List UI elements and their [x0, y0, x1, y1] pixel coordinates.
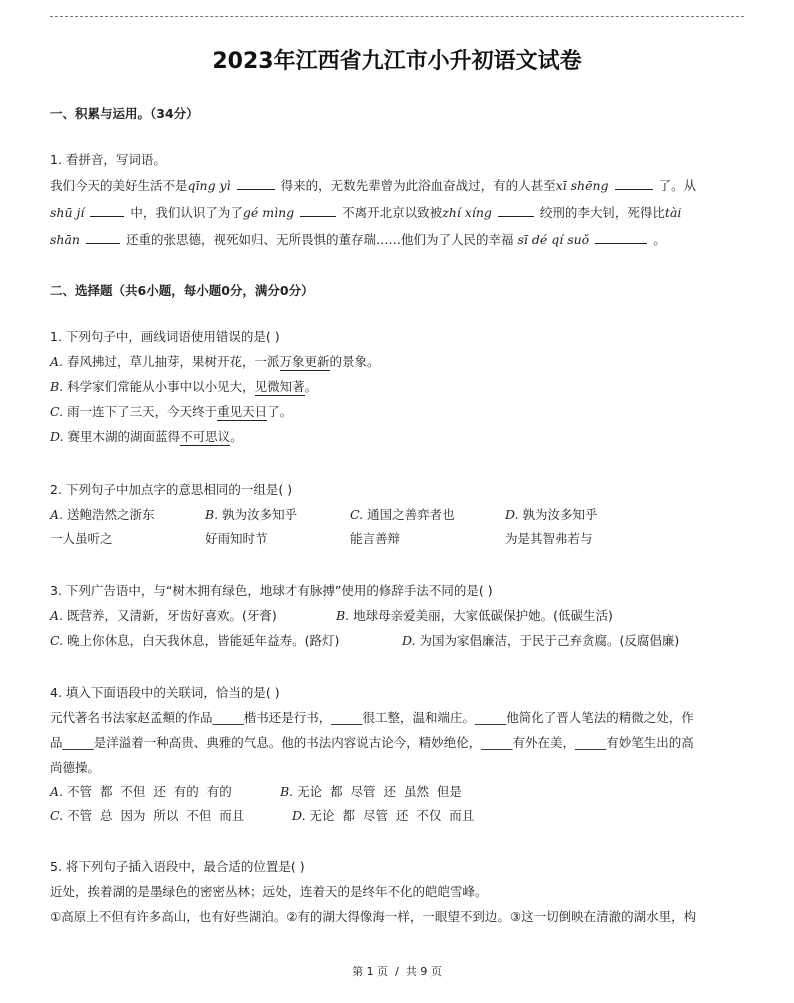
s2q4-passage-line1: 元代著名书法家赵孟頫的作品_____楷书还是行书，_____很工整，温和端庄。_____他简化了晋人笔法的精微之处，作	[50, 710, 694, 725]
page-title: 2023年江西省九江市小升初语文试卷	[212, 49, 582, 74]
s2q1-option-c: C. 雨一连下了三天，今天终于重见天日了。	[50, 404, 293, 419]
s2q1-option-d: D. 赛里木湖的湖面蓝得不可思议。	[50, 429, 243, 444]
s1q1-stem: 1. 看拼音，写词语。	[50, 152, 166, 167]
s2q5-sentence: 近处，挨着湖的是墨绿色的密密丛林；远处，连着天的是终年不化的皑皑雪峰。	[50, 884, 488, 899]
s2q2-option-a: A. 送鲍浩然之浙东	[50, 507, 155, 522]
page-footer: 第 1 页 / 共 9 页	[352, 965, 442, 978]
s2q1-option-a: A. 春风拂过，草儿抽芽，果树开花，一派万象更新的景象。	[50, 354, 380, 369]
s2q3-option-a: A. 既营养，又清新，牙齿好喜欢。(牙膏)	[50, 608, 277, 623]
s2q4-option-a: A. 不管 都 不但 还 有的 有的	[50, 784, 232, 799]
s2q4-option-d: D. 无论 都 尽管 还 不仅 而且	[292, 808, 475, 823]
s2q2-option-b-line2: 好雨知时节	[205, 531, 268, 546]
s2q5-stem: 5. 将下列句子插入语段中，最合适的位置是( )	[50, 859, 305, 874]
s2q2-option-b: B. 孰为汝多知乎	[205, 507, 298, 522]
s1q1-line1: 我们今天的美好生活不是qīng yì 得来的，无数先辈曾为此浴血奋战过，有的人甚至xī shēng 了。从	[50, 178, 697, 193]
section1-heading: 一、积累与运用。（34分）	[50, 106, 199, 121]
s2q2-stem: 2. 下列句子中加点字的意思相同的一组是( )	[50, 482, 293, 497]
top-dashed-divider	[50, 16, 744, 17]
s2q2-option-c-line2: 能言善辩	[350, 531, 401, 546]
s1q1-line2: shū jí 中，我们认识了为了gé mìng 不离开北京以致被zhí xíng 绞刑的李大钊，死得比tài	[50, 205, 682, 220]
s2q4-passage-line3: 尚德操。	[50, 760, 101, 775]
s2q4-option-b: B. 无论 都 尽管 还 虽然 但是	[280, 784, 462, 799]
s2q2-option-a-line2: 一人虽听之	[50, 531, 113, 546]
s2q3-stem: 3. 下列广告语中，与“树木拥有绿色，地球才有脉搏”使用的修辞手法不同的是( )	[50, 583, 493, 598]
s2q2-option-d-line2: 为是其智弗若与	[505, 531, 593, 546]
s2q4-option-c: C. 不管 总 因为 所以 不但 而且	[50, 808, 245, 823]
s2q3-option-c: C. 晚上你休息，白天我休息，皆能延年益寿。(路灯)	[50, 633, 340, 648]
s2q2-option-d: D. 孰为汝多知乎	[505, 507, 598, 522]
s2q4-passage-line2: 品_____是洋溢着一种高贵、典雅的气息。他的书法内容说古论今，精妙绝伦，_____有外在美，_____有妙笔生出的高	[50, 735, 694, 750]
s2q4-stem: 4. 填入下面语段中的关联词，恰当的是( )	[50, 685, 280, 700]
s2q5-passage-line1: ①高原上不但有许多高山，也有好些湖泊。②有的湖大得像海一样，一眼望不到边。③这一切倒映在清澈的湖水里，构	[50, 909, 697, 924]
s2q1-option-b: B. 科学家们常能从小事中以小见大，见微知著。	[50, 379, 318, 394]
s2q3-option-d: D. 为国为家倡廉洁，于民于己弃贪腐。(反腐倡廉)	[402, 633, 680, 648]
s2q2-option-c: C. 通国之善弈者也	[350, 507, 455, 522]
s1q1-line3: shān 还重的张思德，视死如归、无所畏惧的董存瑞……他们为了人民的幸福 sī dé qí suǒ 。	[50, 232, 666, 247]
s2q1-stem: 1. 下列句子中，画线词语使用错误的是( )	[50, 329, 280, 344]
s2q3-option-b: B. 地球母亲爱美丽，大家低碳保护她。(低碳生活)	[336, 608, 613, 623]
section2-heading: 二、选择题（共6小题，每小题0分，满分0分）	[50, 283, 314, 298]
